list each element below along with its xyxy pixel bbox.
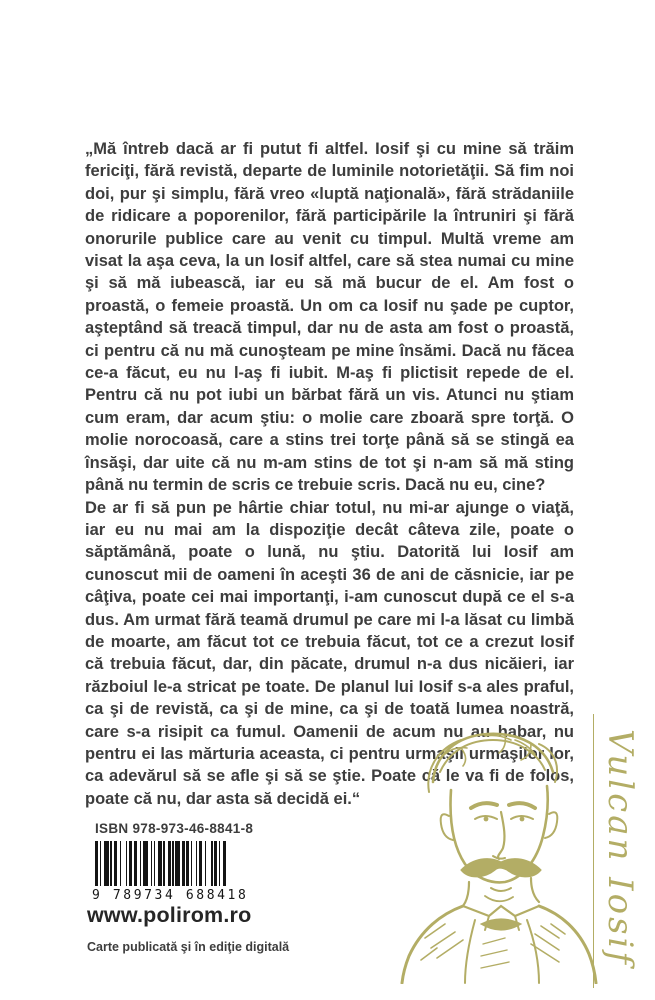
barcode-digits: 9 789734 688418 — [92, 888, 249, 903]
isbn-label: ISBN 978-973-46-8841-8 — [95, 821, 254, 836]
spine-divider-rule — [593, 714, 594, 988]
portrait-sketch-illustration — [365, 720, 600, 984]
quote-paragraph-1: „Mă întreb dacă ar fi putut fi altfel. Iosif şi cu mine să trăim fericiţi, fără revistă, departe de luminile notorietăţii. Să fim noi doi, pur şi simplu, fără vreo «luptă naţională», fără strădaniile de ridicare a poporenilor, fără participările la întruniri şi fără onorurile publice care au venit cu timpul. Multă vreme am visat la aşa ceva, la un Iosif altfel, care să stea numai cu mine şi să mă iubească, iar eu să mă bucur de el. Am fost o proastă, o femeie proastă. Un om ca Iosif nu şade pe cuptor, aşteptând să treacă timpul, dar nu de asta am fost o proastă, ci pentru că nu mă cunoşteam pe mine însămi. Dacă nu făcea ce-a făcut, eu nu l-aş fi iubit. M-aş fi plictisit repede de el. Pentru că nu pot iubi un bărbat fără un vis. Atunci nu ştiam cum eram, dar acum ştiu: o molie care zboară spre torţă. O molie norocoasă, care a stins trei torţe până să se stingă ea însăşi, dar uite că nu m-am stins de tot şi n-am să mă sting până nu termin de scris ce trebuie scris. Dacă nu eu, cine? — [85, 140, 574, 495]
barcode — [95, 841, 229, 886]
back-cover-quote — [85, 138, 574, 810]
author-signature-script: Vulcan Iosif — [600, 729, 640, 967]
quote-paragraph-2: De ar fi să pun pe hârtie chiar totul, nu mi-ar ajunge o viaţă, iar eu nu mai am la dispoziţie decât câteva zile, poate o săptămână, poate o lună, nu ştiu. Datorită lui Iosif am cunoscut mii de oameni în aceşti 36 de ani de căsnicie, iar pe câţiva, poate cei mai importanţi, i-am cunoscut după ce el s-a dus. Am urmat fără teamă drumul pe care mi l-a lăsat cu limbă de moarte, am făcut tot ce trebuia făcut, tot ce a crezut Iosif că trebuia făcut, dar, din păcate, drumul n-a dus nicăieri, iar războiul le-a stricat pe toate. De planul lui Iosif s-a ales praful, ca şi de revistă, ca şi de mine, ca şi de toată lumea noastră, care s-a risipit ca fumul. Oamenii de acum nu au habar, nu pentru ei las mărturia aceasta, ci pentru urmaşii urmaşilor lor, ca adevărul să se afle şi să se ştie. Poate că le va fi de folos, poate că nu, dar asta să decidă ei.“ — [85, 498, 574, 808]
digital-edition-note: Carte publicată şi în ediţie digitală — [87, 940, 290, 954]
publisher-website: www.polirom.ro — [87, 903, 252, 927]
barcode-gap — [226, 841, 229, 886]
